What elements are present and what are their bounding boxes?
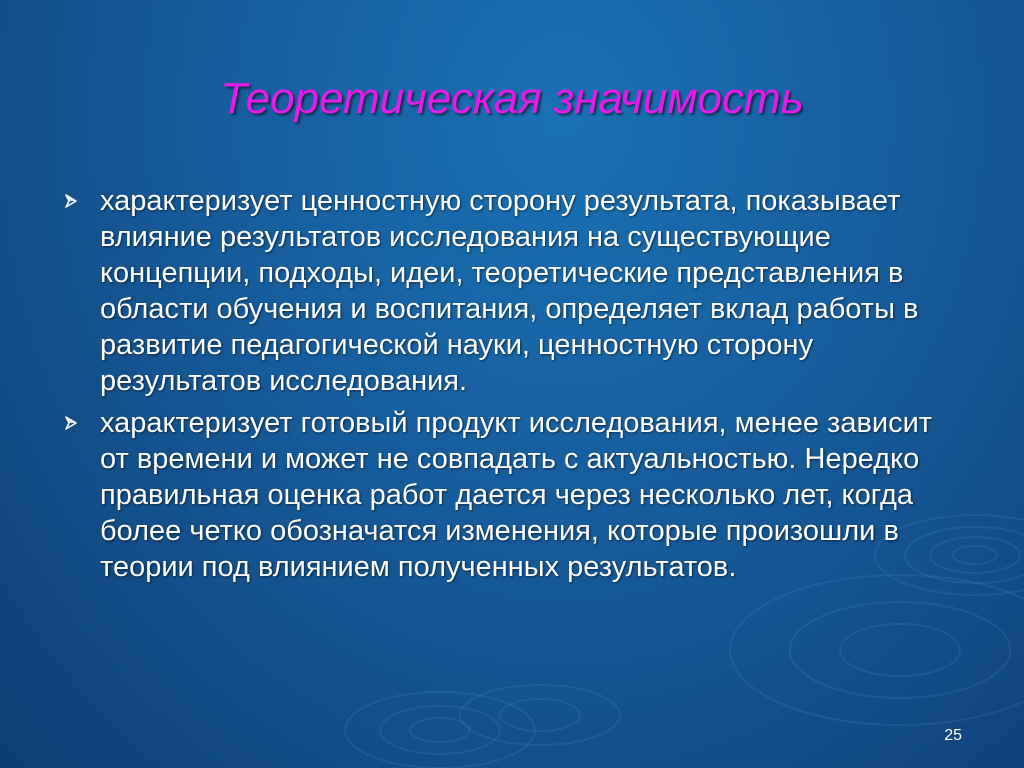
bullet-text: характеризует ценностную сторону результата, показывает влияние результатов исследования на существующие концепции, подходы, идеи, теоретические представления в области обучения и воспитания, определяет вклад работы в развитие педагогической науки, ценностную сторону результатов исследования.	[100, 185, 919, 397]
slide-title: Теоретическая значимость	[220, 74, 804, 123]
arrow-right-bullet-icon	[64, 405, 100, 430]
list-item	[64, 183, 964, 399]
bullet-text: характеризует готовый продукт исследования, менее зависит от времени и может не совпадать с актуальностью. Нередко правильная оценка работ дается через несколько лет, когда более четко обозначатся изменения, которые произошли в теории под влиянием полученных результатов.	[100, 407, 933, 583]
page-number: 25	[944, 727, 962, 744]
list-item	[64, 405, 964, 585]
bullet-list	[64, 183, 964, 591]
arrow-right-bullet-icon	[64, 183, 100, 208]
